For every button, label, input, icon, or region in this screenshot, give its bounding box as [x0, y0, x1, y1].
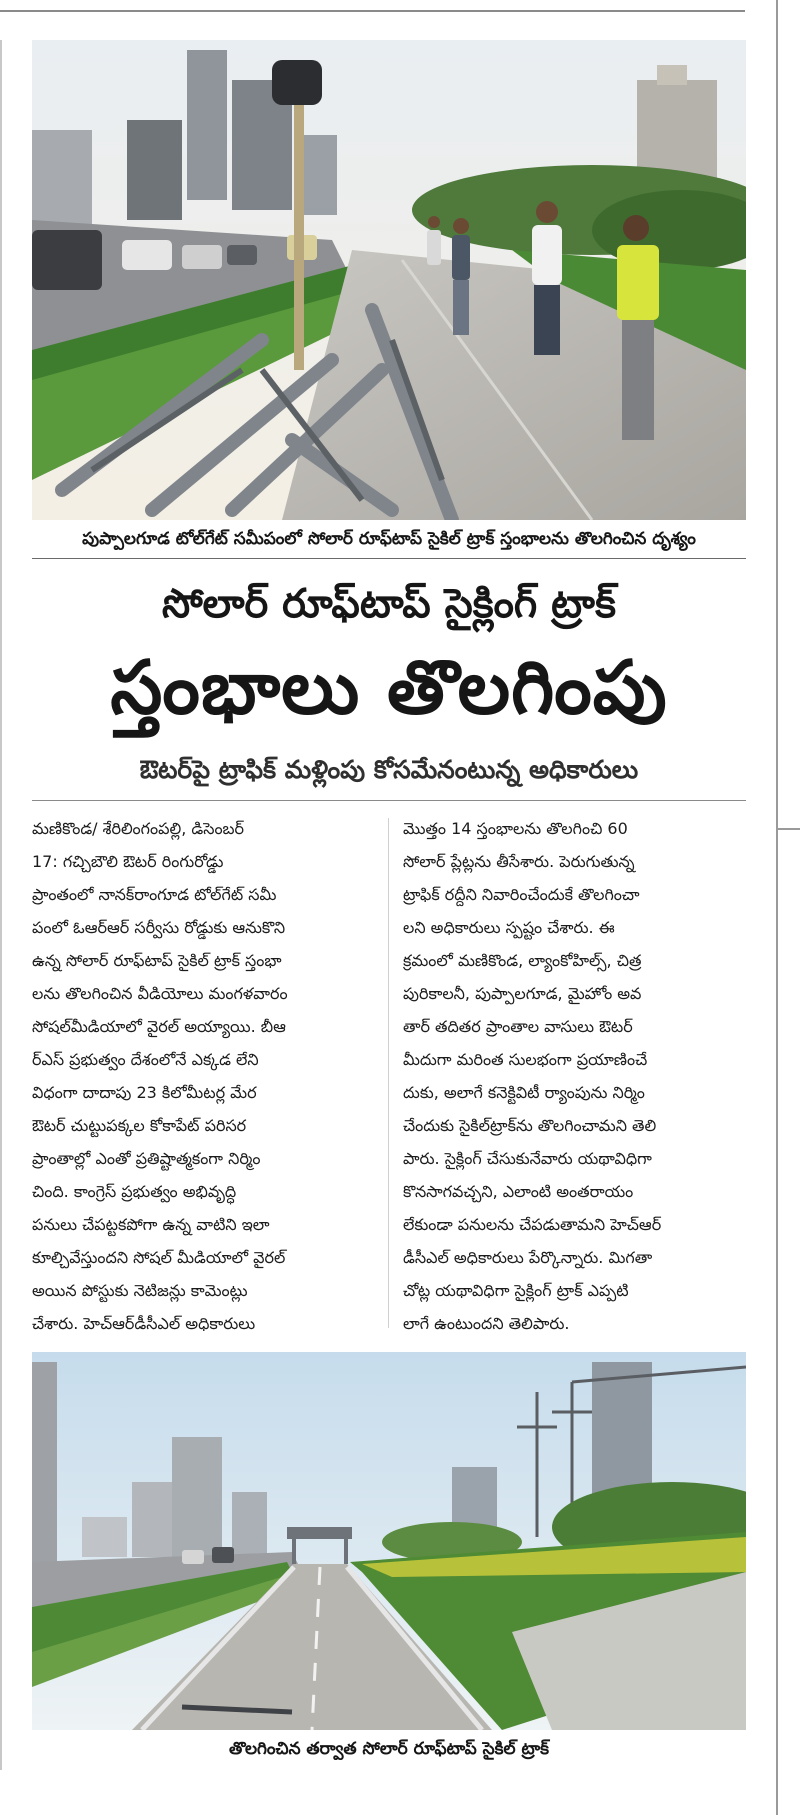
- body-line: మణికొండ/ శేరిలింగంపల్లి, డిసెంబర్: [32, 819, 245, 838]
- body-line: చేశారు. హెచ్‌ఆర్‌డీసీఎల్ అధికారులు: [32, 1314, 256, 1333]
- body-line: ట్రాఫిక్ రద్దీని నివారించేందుకే తొలగించా: [403, 885, 640, 904]
- body-line: ఉన్న సోలార్ రూఫ్‌టాప్ సైకిల్ ట్రాక్ స్తంభా: [32, 951, 282, 970]
- body-line: విధంగా దాదాపు 23 కిలోమీటర్ల మేర: [32, 1083, 257, 1102]
- body-line: దుకు, అలాగే కనెక్టివిటీ ర్యాంపును నిర్మిం: [403, 1083, 645, 1102]
- body-line: కూల్చివేస్తుందని సోషల్ మీడియాలో వైరల్: [32, 1248, 286, 1267]
- body-line: అయిన పోస్టుకు నెటిజన్లు కామెంట్లు: [32, 1281, 248, 1300]
- body-line: సోలార్ ప్లేట్లను తీసేశారు. పెరుగుతున్న: [403, 852, 635, 871]
- body-column-right: [403, 812, 747, 1340]
- body-line: పనులు చేపట్టకపోగా ఉన్న వాటిని ఇలా: [32, 1215, 270, 1234]
- body-line: లేకుండా పనులను చేపడుతామని హెచ్‌ఆర్: [403, 1215, 662, 1234]
- column-divider: [388, 818, 389, 1328]
- body-top-rule: [32, 800, 746, 801]
- body-line: చింది. కాంగ్రెస్ ప్రభుత్వం అభివృద్ధి: [32, 1182, 237, 1201]
- body-line: సోషల్‌మీడియాలో వైరల్ అయ్యాయి. బీఆ: [32, 1017, 286, 1036]
- body-line: పంలో ఓఆర్‌ఆర్ సర్వీసు రోడ్డుకు ఆనుకొని: [32, 918, 286, 937]
- body-line: చోట్ల యథావిధిగా సైక్లింగ్ ట్రాక్ ఎప్పటి: [403, 1281, 629, 1300]
- photo-track-after-removal: [32, 1352, 746, 1730]
- body-line: ఔటర్ చుట్టుపక్కల కోకాపేట్ పరిసర: [32, 1116, 247, 1135]
- right-column-rule: [776, 0, 778, 1815]
- headline-line-1: సోలార్ రూఫ్‌టాప్ సైక్లింగ్ ట్రాక్: [161, 581, 617, 627]
- body-line: మీదుగా మరింత సులభంగా ప్రయాణించే: [403, 1050, 648, 1069]
- left-column-rule: [0, 40, 2, 1770]
- top-border-rule: [0, 10, 745, 12]
- body-line: క్రమంలో మణికొండ, ల్యాంకోహిల్స్, చిత్ర: [403, 951, 642, 970]
- caption-rule: [32, 558, 746, 559]
- photo-caption-top: పుప్పాలగూడ టోల్‌గేట్ సమీపంలో సోలార్ రూఫ్‌టాప్ సైకిల్ ట్రాక్ స్తంభాలను తొలగించిన దృశ్యం: [82, 529, 696, 549]
- right-column-stub-rule: [776, 828, 800, 830]
- subheadline: ఔటర్‌పై ట్రాఫిక్ మళ్లింపు కోసమేనంటున్న అధికారులు: [139, 755, 639, 784]
- body-line: 17: గచ్చిబౌలి ఔటర్ రింగురోడ్డు: [32, 852, 224, 871]
- body-line: ర్‌ఎస్ ప్రభుత్వం దేశంలోనే ఎక్కడ లేని: [32, 1050, 259, 1069]
- body-line: చేందుకు సైకిల్‌ట్రాక్‌ను తొలగించామని తెలి: [403, 1116, 657, 1135]
- body-column-left: [32, 812, 376, 1340]
- photo-dismantled-poles: [32, 40, 746, 520]
- body-line: ప్రాంతంలో నానక్‌రాంగూడ టోల్‌గేట్ సమీ: [32, 885, 277, 904]
- photo-caption-bottom: తొలగించిన తర్వాత సోలార్ రూఫ్‌టాప్ సైకిల్ ట్రాక్: [228, 1739, 550, 1759]
- body-line: కొనసాగవచ్చని, ఎలాంటి అంతరాయం: [403, 1182, 634, 1201]
- body-line: మొత్తం 14 స్తంభాలను తొలగించి 60: [403, 819, 628, 838]
- body-line: పారు. సైక్లింగ్ చేసుకునేవారు యథావిధిగా: [403, 1149, 652, 1168]
- body-line: లాగే ఉంటుందని తెలిపారు.: [403, 1314, 570, 1333]
- body-line: లను తొలగించిన వీడియోలు మంగళవారం: [32, 984, 288, 1003]
- body-line: డీసీఎల్ అధికారులు పేర్కొన్నారు. మిగతా: [403, 1248, 653, 1267]
- body-line: పురికాలనీ, పుప్పాలగూడ, మైహోం అవ: [403, 984, 642, 1003]
- body-line: ప్రాంతాల్లో ఎంతో ప్రతిష్టాత్మకంగా నిర్మిం: [32, 1149, 261, 1168]
- headline-line-2: స్తంభాలు తొలగింపు: [110, 645, 668, 731]
- body-line: లని అధికారులు స్పష్టం చేశారు. ఈ: [403, 918, 615, 937]
- body-line: తార్ తదితర ప్రాంతాల వాసులు ఔటర్: [403, 1017, 633, 1036]
